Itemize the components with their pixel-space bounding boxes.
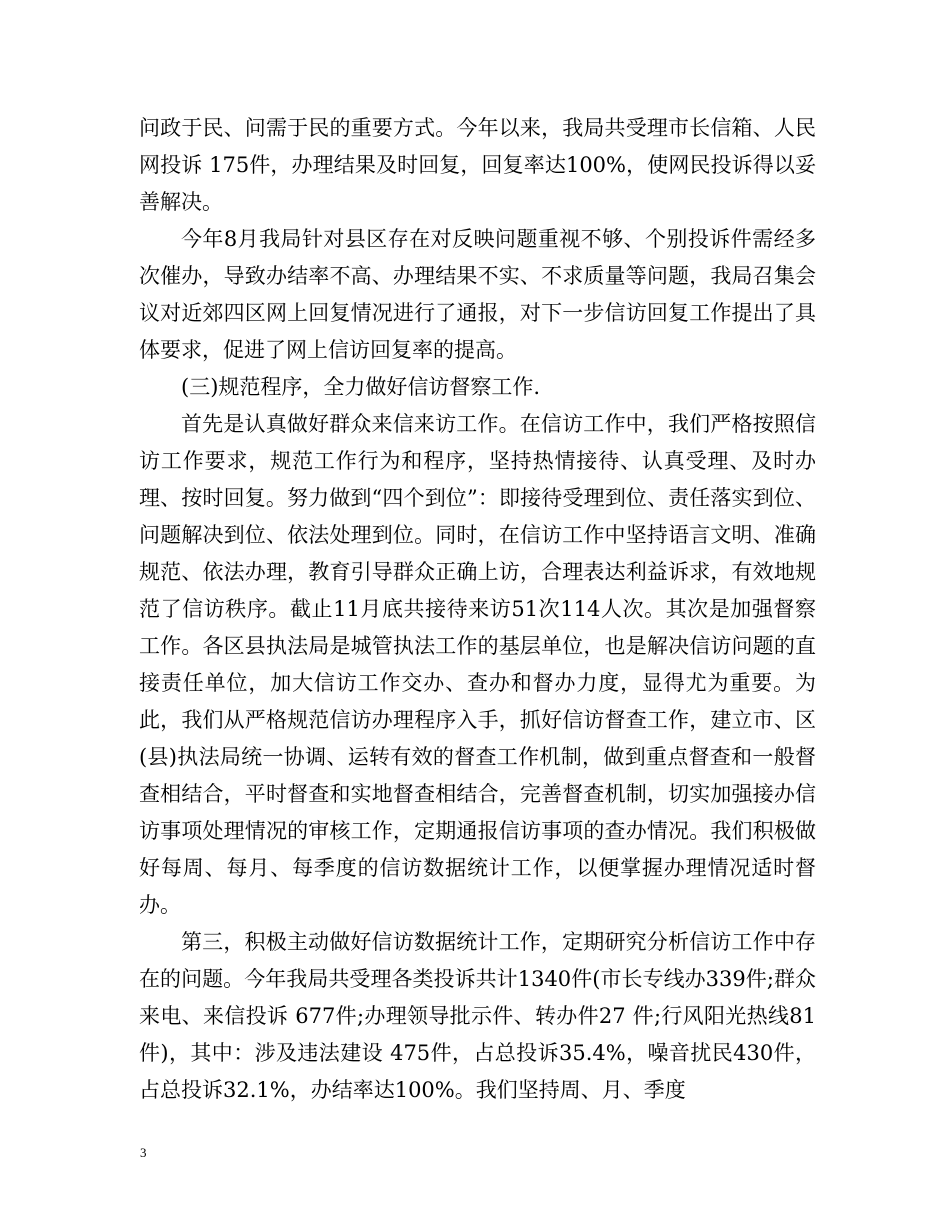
paragraph-2: 今年8月我局针对县区存在对反映问题重视不够、个别投诉件需经多次催办，导致办结率不高、办理结果不实、不求质量等问题，我局召集会议对近郊四区网上回复情况进行了通报，对下一步信访回复工作提出了具体要求，促进了网上信访回复率的提高。 <box>139 227 816 362</box>
paragraph-1: 问政于民、问需于民的重要方式。今年以来，我局共受理市长信箱、人民网投诉 175件，办理结果及时回复，回复率达100%，使网民投诉得以妥善解决。 <box>139 116 816 214</box>
paragraph-4: 首先是认真做好群众来信来访工作。在信访工作中，我们严格按照信访工作要求，规范工作行为和程序，坚持热情接待、认真受理、及时办理、按时回复。努力做到“四个到位”：即接待受理到位、责任落实到位、问题解决到位、依法处理到位。同时，在信访工作中坚持语言文明、准确规范、依法办理，教育引导群众正确上访，合理表达利益诉求，有效地规范了信访秩序。截止11月底共接待来访51次114人次。其次是加强督察工作。各区县执法局是城管执法工作的基层单位，也是解决信访问题的直接责任单位，加大信访工作交办、查办和督办力度，显得尤为重要。为此，我们从严格规范信访办理程序入手，抓好信访督查工作，建立市、区(县)执法局统一协调、运转有效的督查工作机制，做到重点督查和一般督查相结合，平时督查和实地督查相结合，完善督查机制，切实加强接办信访事项处理情况的审核工作，定期通报信访事项的查办情况。我们积极做好每周、每月、每季度的信访数据统计工作，以便掌握办理情况适时督办。 <box>139 412 816 917</box>
section-heading: (三)规范程序，全力做好信访督察工作. <box>181 375 541 399</box>
paragraph-5: 第三，积极主动做好信访数据统计工作，定期研究分析信访工作中存在的问题。今年我局共受理各类投诉共计1340件(市长专线办339件;群众来电、来信投诉 677件;办理领导批示件、转办件27 件;行风阳光热线81件)，其中：涉及违法建设 475件，占总投诉35.4%，噪音扰民430件，占总投诉32.1%，办结率达100%。我们坚持周、月、季度 <box>139 930 816 1102</box>
page-number: 3 <box>140 1145 147 1160</box>
document-body <box>139 110 816 1109</box>
